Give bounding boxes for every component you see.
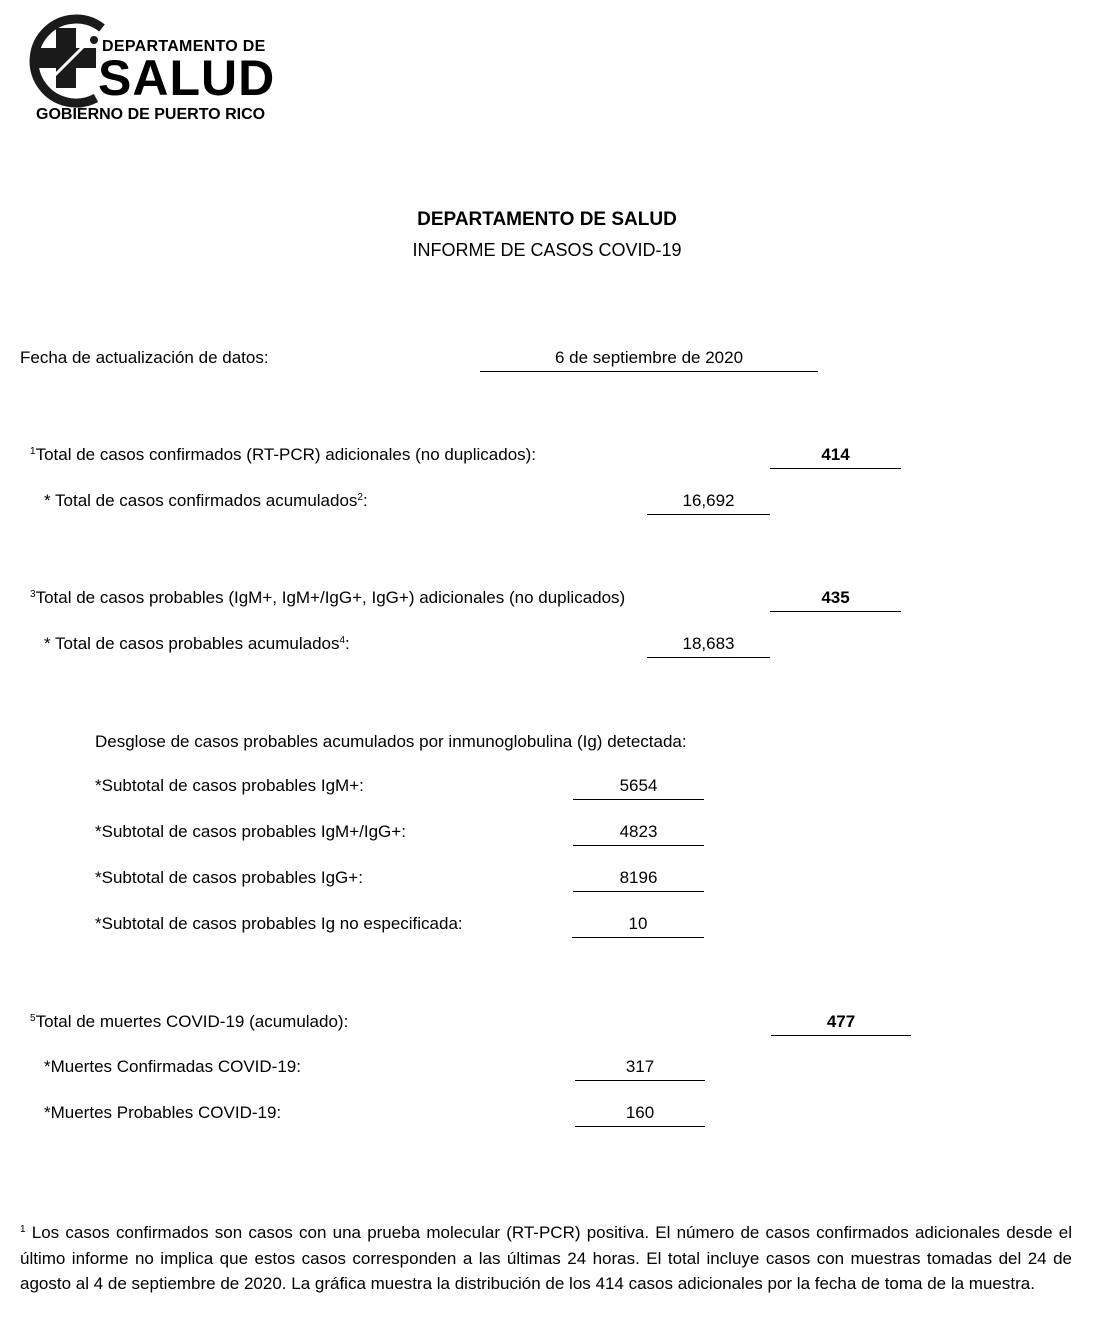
update-date-value: 6 de septiembre de 2020: [480, 348, 818, 372]
deaths-probable-value: 160: [575, 1103, 705, 1127]
breakdown-label-igg: *Subtotal de casos probables IgG+:: [95, 868, 363, 887]
logo-line-1: DEPARTAMENTO DE: [102, 38, 266, 55]
logo-line-3: GOBIERNO DE PUERTO RICO: [36, 106, 266, 123]
confirmed-cumulative-label: * Total de casos confirmados acumulados$^2$:: [44, 491, 368, 510]
update-date-label: Fecha de actualización de datos:: [20, 348, 269, 367]
breakdown-value-igg: 8196: [573, 868, 704, 892]
breakdown-heading: Desglose de casos probables acumulados por inmunoglobulina (Ig) detectada:: [95, 732, 687, 751]
department-logo: [22, 14, 282, 129]
breakdown-label-igm-igg: *Subtotal de casos probables IgM+/IgG+:: [95, 822, 406, 841]
deaths-confirmed-value: 317: [575, 1057, 705, 1081]
confirmed-additional-label: $^1$Total de casos confirmados (RT-PCR) adicionales (no duplicados):: [30, 445, 537, 464]
breakdown-value-igm: 5654: [573, 776, 704, 800]
footnote-1: $^1$ Los casos confirmados son casos con una prueba molecular (RT-PCR) positiva. El número de casos confirmados adicionales desde el último informe no implica que estos casos corresponden a las últimas 24 horas. El total incluye casos con muestras tomadas del 24 de agosto al 4 de septiembre de 2020. La gráfica muestra la distribución de los 414 casos adicionales por la fecha de toma de la muestra.: [20, 1223, 1072, 1293]
breakdown-label-unspecified: *Subtotal de casos probables Ig no especificada:: [95, 914, 463, 933]
deaths-total-label: $^5$Total de muertes COVID-19 (acumulado):: [30, 1012, 349, 1031]
page-title: DEPARTAMENTO DE SALUD: [417, 209, 677, 230]
confirmed-cumulative-value: 16,692: [647, 491, 770, 515]
deaths-confirmed-label: *Muertes Confirmadas COVID-19:: [44, 1057, 301, 1076]
deaths-probable-label: *Muertes Probables COVID-19:: [44, 1103, 282, 1122]
probable-cumulative-value: 18,683: [647, 634, 770, 658]
logo-salud: SALUD: [98, 50, 276, 106]
confirmed-additional-value: 414: [770, 445, 901, 469]
breakdown-value-unspecified: 10: [572, 914, 704, 938]
probable-additional-label: $^3$Total de casos probables (IgM+, IgM+/IgG+, IgG+) adicionales (no duplicados): [30, 588, 626, 607]
probable-cumulative-label: * Total de casos probables acumulados$^4$:: [44, 634, 350, 653]
breakdown-label-igm: *Subtotal de casos probables IgM+:: [95, 776, 364, 795]
page-subtitle: INFORME DE CASOS COVID-19: [412, 240, 682, 260]
breakdown-value-igm-igg: 4823: [573, 822, 704, 846]
probable-additional-value: 435: [770, 588, 901, 612]
deaths-total-value: 477: [771, 1012, 911, 1036]
